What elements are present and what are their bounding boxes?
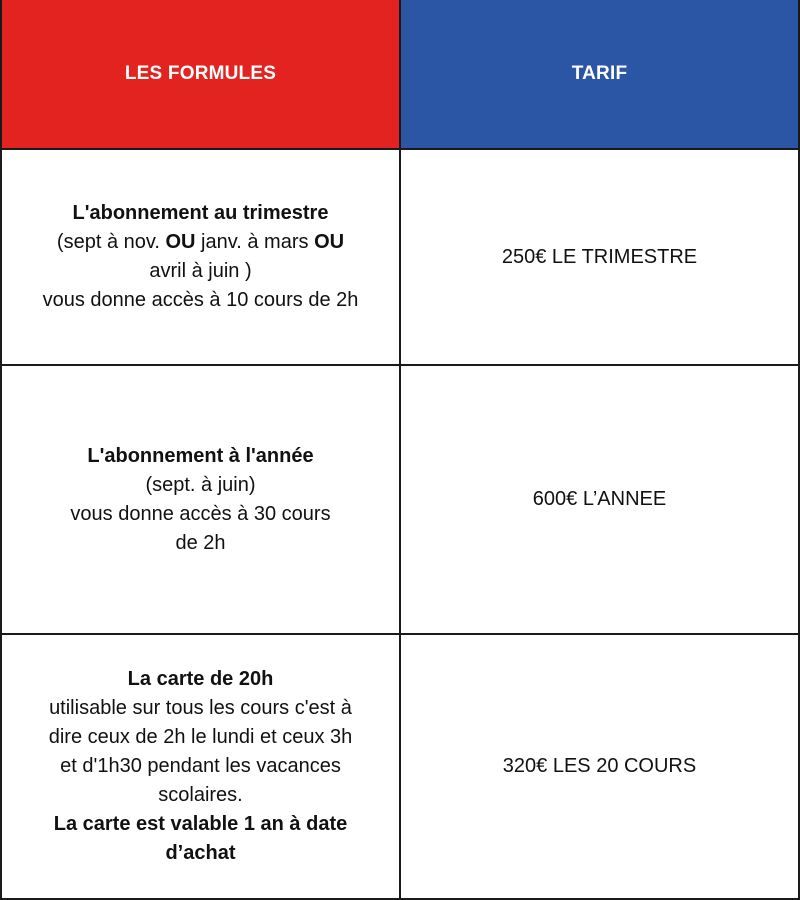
formule-title-annee: L'abonnement à l'année: [87, 444, 314, 467]
formule-text-carte: [43, 665, 359, 868]
table-row-annee: [2, 364, 798, 633]
formule-text-trimestre: [37, 199, 365, 315]
formule-validity-carte-2: d’achat: [165, 842, 236, 864]
tarif-annee: 600€ L’ANNEE: [532, 488, 667, 510]
formule-cell-trimestre: [2, 150, 401, 364]
period-text-1: (sept à nov.: [56, 231, 166, 253]
formule-access-trimestre: vous donne accès à 10 cours de 2h: [42, 289, 359, 311]
formule-title-carte: La carte de 20h: [127, 668, 274, 690]
table-row-trimestre: [2, 148, 798, 364]
period-or-1: OU: [165, 231, 196, 253]
header-tarif-label: TARIF: [571, 63, 628, 84]
formule-desc-carte-3: et d'1h30 pendant les vacances: [60, 755, 341, 777]
formule-desc-carte-4: scolaires.: [158, 784, 243, 806]
formule-period-end-trimestre: avril à juin ): [149, 260, 252, 282]
tarif-trimestre: 250€ LE TRIMESTRE: [501, 245, 698, 268]
header-formules-label: LES FORMULES: [124, 63, 277, 84]
formule-text-annee: [64, 442, 336, 558]
tarif-cell-trimestre: [401, 150, 798, 364]
formule-access-annee: vous donne accès à 30 cours: [70, 502, 331, 525]
formule-periods-trimestre: [43, 228, 359, 257]
period-or-2: OU: [314, 231, 345, 253]
formule-desc-carte-2: dire ceux de 2h le lundi et ceux 3h: [48, 726, 353, 748]
formule-period-annee: (sept. à juin): [145, 473, 256, 496]
table-row-carte: [2, 633, 798, 898]
table-header-row: [2, 0, 798, 148]
period-text-2: janv. à mars: [195, 231, 315, 253]
formule-validity-carte-1: La carte est valable 1 an à date: [53, 813, 348, 835]
tarif-carte: 320€ LES 20 COURS: [502, 755, 697, 777]
formule-access-annee-end: de 2h: [175, 531, 226, 554]
formule-cell-annee: [2, 366, 401, 633]
formule-cell-carte: [2, 635, 401, 898]
formule-desc-carte-1: utilisable sur tous les cours c'est à: [49, 697, 352, 719]
header-tarif-cell: [401, 0, 798, 148]
formule-title-trimestre: L'abonnement au trimestre: [72, 202, 329, 224]
header-formules-cell: [2, 0, 401, 148]
tarif-cell-carte: [401, 635, 798, 898]
tarif-cell-annee: [401, 366, 798, 633]
